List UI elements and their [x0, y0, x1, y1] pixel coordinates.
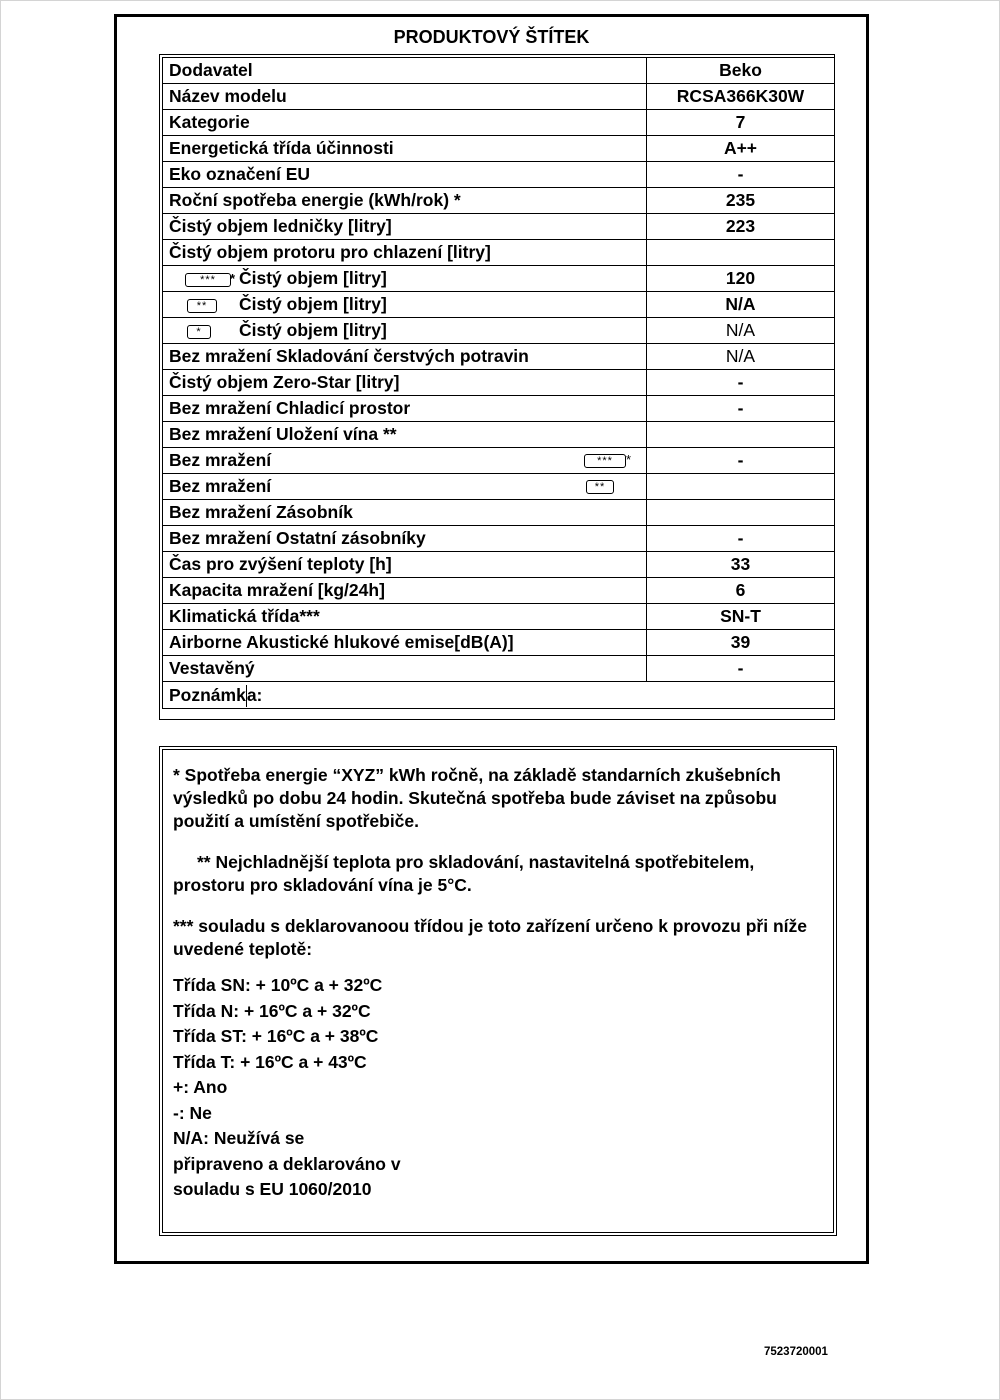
row-label	[163, 292, 647, 318]
row-label: Roční spotřeba energie (kWh/rok) *	[163, 188, 647, 214]
climate-class-list	[173, 973, 823, 1203]
row-label	[163, 448, 647, 474]
table-row	[163, 136, 835, 162]
row-value: Beko	[647, 58, 835, 84]
table-row	[163, 292, 835, 318]
document-code: 7523720001	[764, 1346, 828, 1358]
row-label	[163, 474, 647, 500]
compartment-label: Čistý objem [litry]	[239, 268, 387, 288]
two-star-icon: **	[185, 296, 239, 314]
list-item: -: Ne	[173, 1102, 212, 1123]
row-value: 39	[647, 630, 835, 656]
list-item: N/A: Neužívá se	[173, 1128, 305, 1148]
row-label-text: Bez mražení	[169, 476, 272, 496]
three-star-icon: *** *	[584, 450, 640, 470]
row-label: Kategorie	[163, 110, 647, 136]
table-row	[163, 110, 835, 136]
list-item: souladu s EU 1060/2010	[173, 1179, 372, 1199]
row-label: Vestavěný	[163, 656, 647, 682]
row-label: Kapacita mražení [kg/24h]	[163, 578, 647, 604]
footnote-energy: * Spotřeba energie “XYZ” kWh ročně, na základě standarních zkušebních výsledků po dobu 24 hodin. Skutečná spotřeba bude záviset na způsobu použití a umístění spotřebiče.	[173, 765, 781, 831]
row-value: 223	[647, 214, 835, 240]
row-label: Bez mražení Chladicí prostor	[163, 396, 647, 422]
table-row	[163, 474, 835, 500]
table-row	[163, 188, 835, 214]
row-value: N/A	[647, 292, 835, 318]
two-star-icon: **	[584, 476, 640, 496]
list-item: Třída T: + 16ºC a + 43ºC	[173, 1051, 367, 1072]
table-row	[163, 396, 835, 422]
list-item: Třída ST: + 16ºC a + 38ºC	[173, 1026, 379, 1046]
table-row	[163, 84, 835, 110]
label-title: PRODUKTOVÝ ŠTÍTEK	[393, 27, 590, 47]
row-label: Bez mražení Zásobník	[163, 500, 647, 526]
row-value: -	[647, 656, 835, 682]
table-row	[163, 214, 835, 240]
footnotes-frame	[159, 746, 837, 1236]
spec-table-frame	[159, 54, 835, 720]
row-value	[647, 240, 835, 266]
row-value: -	[647, 162, 835, 188]
row-label: Klimatická třída***	[163, 604, 647, 630]
row-value: N/A	[647, 318, 835, 344]
row-value: 33	[647, 552, 835, 578]
row-label: Eko označení EU	[163, 162, 647, 188]
row-value	[647, 500, 835, 526]
table-row	[163, 552, 835, 578]
note-field	[163, 682, 835, 709]
list-item: Třída SN: + 10ºC a + 32ºC	[173, 975, 383, 995]
row-value: -	[647, 448, 835, 474]
table-row	[163, 578, 835, 604]
row-label	[163, 318, 647, 344]
list-item: +: Ano	[173, 1077, 228, 1097]
table-row	[163, 344, 835, 370]
table-row	[163, 604, 835, 630]
note-label: Poznámk	[169, 685, 246, 705]
table-row	[163, 656, 835, 682]
footnote-climate: *** souladu s deklarovanoou třídou je toto zařízení určeno k provozu při níže uvedené teplotě:	[173, 916, 807, 959]
row-label-text: Bez mražení	[169, 450, 272, 470]
list-item: připraveno a deklarováno v	[173, 1153, 401, 1174]
table-row	[163, 266, 835, 292]
row-label: Čas pro zvýšení teploty [h]	[163, 552, 647, 578]
row-value	[647, 474, 835, 500]
row-value: 7	[647, 110, 835, 136]
row-value: -	[647, 396, 835, 422]
row-label: Dodavatel	[163, 58, 647, 84]
row-label: Bez mražení Skladování čerstvých potravin	[163, 344, 647, 370]
row-label: Čistý objem ledničky [litry]	[163, 214, 647, 240]
footnote-wine-temp: ** Nejchladnější teplota pro skladování, nastavitelná spotřebitelem, prostoru pro skladování vína je 5°C.	[173, 852, 755, 895]
table-row	[163, 318, 835, 344]
row-value: RCSA366K30W	[647, 84, 835, 110]
row-label	[163, 266, 647, 292]
row-label: Čistý objem protoru pro chlazení [litry]	[163, 240, 647, 266]
footnotes-box	[162, 749, 834, 1233]
row-value: A++	[647, 136, 835, 162]
table-row	[163, 526, 835, 552]
three-star-icon: *** *	[185, 270, 239, 288]
row-value: SN-T	[647, 604, 835, 630]
row-label: Název modelu	[163, 84, 647, 110]
row-value: -	[647, 370, 835, 396]
row-value	[647, 422, 835, 448]
note-row	[163, 682, 835, 709]
row-value: -	[647, 526, 835, 552]
row-value: N/A	[647, 344, 835, 370]
note-label-end: a:	[246, 685, 263, 705]
table-row	[163, 448, 835, 474]
table-row	[163, 58, 835, 84]
row-label: Čistý objem Zero-Star [litry]	[163, 370, 647, 396]
row-label: Energetická třída účinnosti	[163, 136, 647, 162]
row-label: Bez mražení Uložení vína **	[163, 422, 647, 448]
row-label: Bez mražení Ostatní zásobníky	[163, 526, 647, 552]
table-row	[163, 162, 835, 188]
spec-table	[162, 57, 835, 709]
row-value: 235	[647, 188, 835, 214]
compartment-label: Čistý objem [litry]	[239, 294, 387, 314]
table-row	[163, 500, 835, 526]
row-value: 120	[647, 266, 835, 292]
table-row	[163, 240, 835, 266]
table-row	[163, 370, 835, 396]
table-row	[163, 630, 835, 656]
list-item: Třída N: + 16ºC a + 32ºC	[173, 1000, 371, 1021]
compartment-label: Čistý objem [litry]	[239, 320, 387, 340]
table-row	[163, 422, 835, 448]
row-label: Airborne Akustické hlukové emise[dB(A)]	[163, 630, 647, 656]
row-value: 6	[647, 578, 835, 604]
one-star-icon: *	[185, 322, 239, 340]
